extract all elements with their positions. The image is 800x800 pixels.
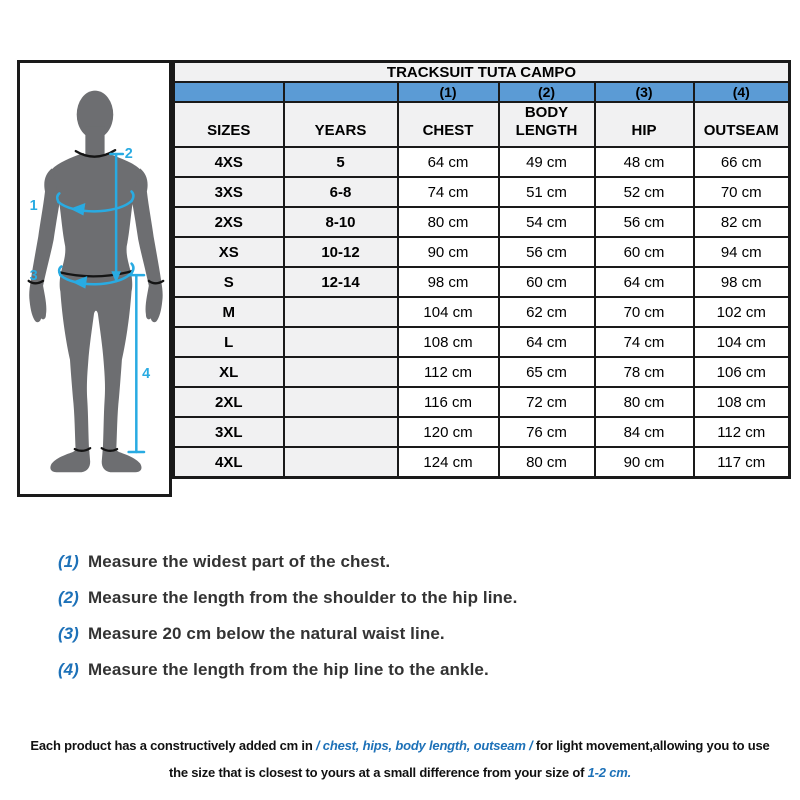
- chest-cell: 74 cm: [398, 177, 499, 207]
- body-length-cell: 76 cm: [499, 417, 595, 447]
- footer-text: Each product has a constructively added cm in: [30, 738, 316, 753]
- column-header-chest: CHEST: [398, 102, 499, 147]
- hip-cell: 80 cm: [595, 387, 694, 417]
- size-cell: XS: [174, 237, 284, 267]
- instruction-item: [58, 588, 517, 624]
- outseam-cell: 108 cm: [694, 387, 790, 417]
- years-cell: 5: [284, 147, 398, 177]
- size-cell: XL: [174, 357, 284, 387]
- outseam-cell: 117 cm: [694, 447, 790, 478]
- body-length-cell: 72 cm: [499, 387, 595, 417]
- figure-label-bodylength: 2: [124, 145, 133, 162]
- size-cell: 4XS: [174, 147, 284, 177]
- footer-text: for light movement,allowing you to use: [532, 738, 770, 753]
- footer-text: the size that is closest to yours at a small difference from your size of: [168, 765, 588, 780]
- hip-cell: 60 cm: [595, 237, 694, 267]
- footer-highlight: 1-2 cm.: [587, 765, 632, 780]
- figure-label-chest: 1: [29, 197, 38, 214]
- outseam-cell: 98 cm: [694, 267, 790, 297]
- years-cell: [284, 297, 398, 327]
- instruction-text: Measure the widest part of the chest.: [88, 552, 391, 571]
- size-cell: S: [174, 267, 284, 297]
- body-length-cell: 64 cm: [499, 327, 595, 357]
- years-cell: 10-12: [284, 237, 398, 267]
- size-cell: 2XS: [174, 207, 284, 237]
- hip-cell: 48 cm: [595, 147, 694, 177]
- instruction-text: Measure 20 cm below the natural waist line.: [88, 624, 445, 643]
- chest-cell: 104 cm: [398, 297, 499, 327]
- ref-cell: [284, 82, 398, 102]
- instruction-number: (2): [58, 588, 79, 607]
- size-table: [172, 60, 791, 479]
- table-row: [174, 447, 790, 478]
- outseam-cell: 70 cm: [694, 177, 790, 207]
- hip-cell: 64 cm: [595, 267, 694, 297]
- male-silhouette-diagram: [20, 63, 169, 494]
- body-length-cell: 49 cm: [499, 147, 595, 177]
- instruction-item: [58, 552, 517, 588]
- years-cell: [284, 447, 398, 478]
- outseam-cell: 94 cm: [694, 237, 790, 267]
- hip-cell: 52 cm: [595, 177, 694, 207]
- table-row: [174, 237, 790, 267]
- footer-line-1: [0, 732, 800, 759]
- outseam-cell: 66 cm: [694, 147, 790, 177]
- column-header-row: [174, 102, 790, 147]
- instruction-item: [58, 624, 517, 660]
- outseam-cell: 112 cm: [694, 417, 790, 447]
- outseam-cell: 82 cm: [694, 207, 790, 237]
- body-length-cell: 54 cm: [499, 207, 595, 237]
- table-row: [174, 357, 790, 387]
- instruction-text: Measure the length from the shoulder to the hip line.: [88, 588, 518, 607]
- column-header-years: YEARS: [284, 102, 398, 147]
- ref-cell: (2): [499, 82, 595, 102]
- column-header-bodylength: BODY LENGTH: [499, 102, 595, 147]
- instruction-number: (3): [58, 624, 79, 643]
- body-silhouette-icon: [29, 91, 162, 473]
- table-row: [174, 267, 790, 297]
- column-header-outseam: OUTSEAM: [694, 102, 790, 147]
- size-cell: 4XL: [174, 447, 284, 478]
- size-cell: 2XL: [174, 387, 284, 417]
- chest-cell: 112 cm: [398, 357, 499, 387]
- reference-number-row: [174, 82, 790, 102]
- chest-cell: 64 cm: [398, 147, 499, 177]
- years-cell: 6-8: [284, 177, 398, 207]
- hip-cell: 74 cm: [595, 327, 694, 357]
- chest-cell: 80 cm: [398, 207, 499, 237]
- chest-cell: 98 cm: [398, 267, 499, 297]
- footer-line-2: [0, 759, 800, 786]
- body-length-cell: 65 cm: [499, 357, 595, 387]
- years-cell: 8-10: [284, 207, 398, 237]
- table-row: [174, 327, 790, 357]
- figure-label-hip: 3: [29, 267, 38, 284]
- figure-label-outseam: 4: [142, 365, 151, 382]
- chest-cell: 90 cm: [398, 237, 499, 267]
- table-row: [174, 147, 790, 177]
- size-cell: L: [174, 327, 284, 357]
- size-cell: M: [174, 297, 284, 327]
- outseam-cell: 104 cm: [694, 327, 790, 357]
- table-row: [174, 297, 790, 327]
- size-cell: 3XL: [174, 417, 284, 447]
- chest-cell: 116 cm: [398, 387, 499, 417]
- table-title-row: [174, 62, 790, 83]
- hip-cell: 56 cm: [595, 207, 694, 237]
- years-cell: 12-14: [284, 267, 398, 297]
- table-row: [174, 417, 790, 447]
- chest-cell: 124 cm: [398, 447, 499, 478]
- ref-cell: (4): [694, 82, 790, 102]
- years-cell: [284, 417, 398, 447]
- outseam-cell: 106 cm: [694, 357, 790, 387]
- body-length-cell: 56 cm: [499, 237, 595, 267]
- outseam-cell: 102 cm: [694, 297, 790, 327]
- footer-highlight: / chest, hips, body length, outseam /: [315, 738, 533, 753]
- years-cell: [284, 357, 398, 387]
- measurement-figure-panel: [17, 60, 172, 497]
- column-header-sizes: SIZES: [174, 102, 284, 147]
- years-cell: [284, 327, 398, 357]
- instruction-number: (1): [58, 552, 79, 571]
- ref-cell: [174, 82, 284, 102]
- instruction-text: Measure the length from the hip line to the ankle.: [88, 660, 489, 679]
- table-row: [174, 177, 790, 207]
- footer-note: [0, 732, 800, 786]
- hip-cell: 70 cm: [595, 297, 694, 327]
- ref-cell: (3): [595, 82, 694, 102]
- table-row: [174, 207, 790, 237]
- measuring-instructions: [58, 552, 517, 696]
- instruction-item: [58, 660, 517, 696]
- chest-cell: 108 cm: [398, 327, 499, 357]
- size-cell: 3XS: [174, 177, 284, 207]
- ref-cell: (1): [398, 82, 499, 102]
- body-length-cell: 60 cm: [499, 267, 595, 297]
- body-length-cell: 62 cm: [499, 297, 595, 327]
- hip-cell: 84 cm: [595, 417, 694, 447]
- table-title: TRACKSUIT TUTA CAMPO: [174, 62, 790, 83]
- chest-cell: 120 cm: [398, 417, 499, 447]
- column-header-hip: HIP: [595, 102, 694, 147]
- years-cell: [284, 387, 398, 417]
- table-row: [174, 387, 790, 417]
- body-length-cell: 80 cm: [499, 447, 595, 478]
- hip-cell: 90 cm: [595, 447, 694, 478]
- hip-cell: 78 cm: [595, 357, 694, 387]
- body-length-cell: 51 cm: [499, 177, 595, 207]
- instruction-number: (4): [58, 660, 79, 679]
